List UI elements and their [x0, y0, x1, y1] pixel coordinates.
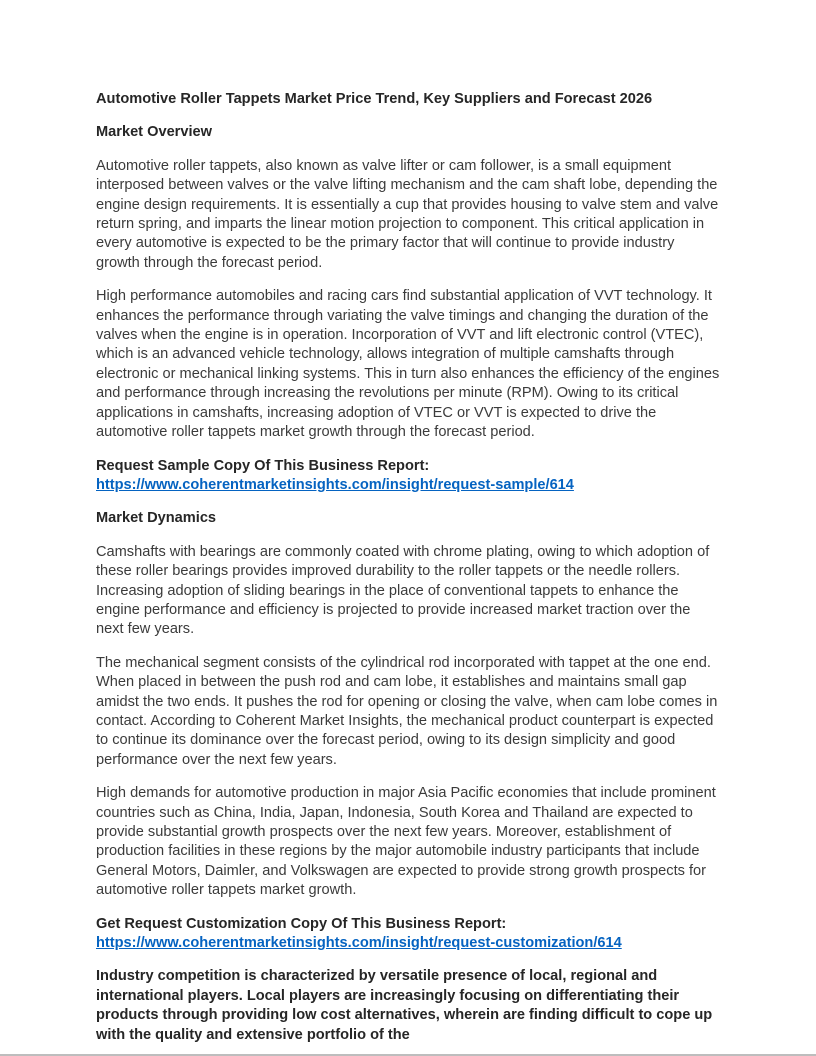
- paragraph-competition: Industry competition is characterized by versatile presence of local, regional and international players. Local players are increasingly focusing on differentiating their products through providing low cost alternatives, wherein are finding difficult to cope up with the quality and extensive portfolio of the: [96, 968, 713, 1043]
- paragraph-dynamics-3: High demands for automotive production in major Asia Pacific economies that include prominent countries such as China, India, Japan, Indonesia, South Korea and Thailand are expected to provide substantial growth prospects over the next few years. Moreover, establishment of production facilities in these regions by the major automobile industry participants that include General Motors, Daimler, and Volkswagen are expected to provide strong growth prospects for automotive roller tappets market growth.: [96, 785, 716, 899]
- paragraph-overview-2: High performance automobiles and racing cars find substantial application of VVT technology. It enhances the performance through variating the valve timings and changing the duration of the valves when the engine is in operation. Incorporation of VVT and lift electronic control (VTEC), which is an advanced vehicle technology, allows integration of multiple camshafts through electronic or mechanical linking systems. This in turn also enhances the efficiency of the engines and performance through increasing the revolutions per minute (RPM). Owing to its critical applications in camshafts, increasing adoption of VTEC or VVT is expected to drive the automotive roller tappets market growth through the forecast period.: [96, 288, 720, 441]
- heading-market-dynamics: Market Dynamics: [96, 510, 217, 527]
- heading-market-overview: Market Overview: [96, 124, 213, 141]
- request-sample-link[interactable]: https://www.coherentmarketinsights.com/insight/request-sample/614: [96, 476, 574, 493]
- request-customization-link[interactable]: https://www.coherentmarketinsights.com/insight/request-customization/614: [96, 935, 622, 952]
- paragraph-dynamics-2: The mechanical segment consists of the cylindrical rod incorporated with tappet at the one end. When placed in between the push rod and cam lobe, it establishes and maintains small gap amidst the two ends. It pushes the rod for opening or closing the valve, when cam lobe comes in contact. According to Coherent Market Insights, the mechanical product counterpart is expected to continue its dominance over the forecast period, owing to its design simplicity and good performance over the next few years.: [96, 654, 718, 768]
- request-customization-label: Get Request Customization Copy Of This Business Report:: [96, 915, 507, 932]
- document-title: Automotive Roller Tappets Market Price Trend, Key Suppliers and Forecast 2026: [96, 91, 653, 107]
- request-customization-block: [96, 915, 720, 954]
- request-sample-block: [96, 457, 720, 496]
- paragraph-dynamics-1: Camshafts with bearings are commonly coated with chrome plating, owing to which adoption of these roller bearings provides improved durability to the roller tappets or the needle rollers. Increasing adoption of sliding bearings in the place of conventional tappets to enhance the engine performance and efficiency is projected to provide increased market traction over the next few years.: [96, 543, 710, 638]
- request-sample-label: Request Sample Copy Of This Business Report:: [96, 457, 430, 474]
- paragraph-overview-1: Automotive roller tappets, also known as valve lifter or cam follower, is a small equipment interposed between valves or the valve lifting mechanism and the cam shaft lobe, depending the engine design requirements. It is essentially a cup that provides housing to valve stem and valve return spring, and imparts the linear motion projection to component. This critical application in every automotive is expected to be the primary factor that will continue to provide industry growth through the forecast period.: [96, 157, 719, 271]
